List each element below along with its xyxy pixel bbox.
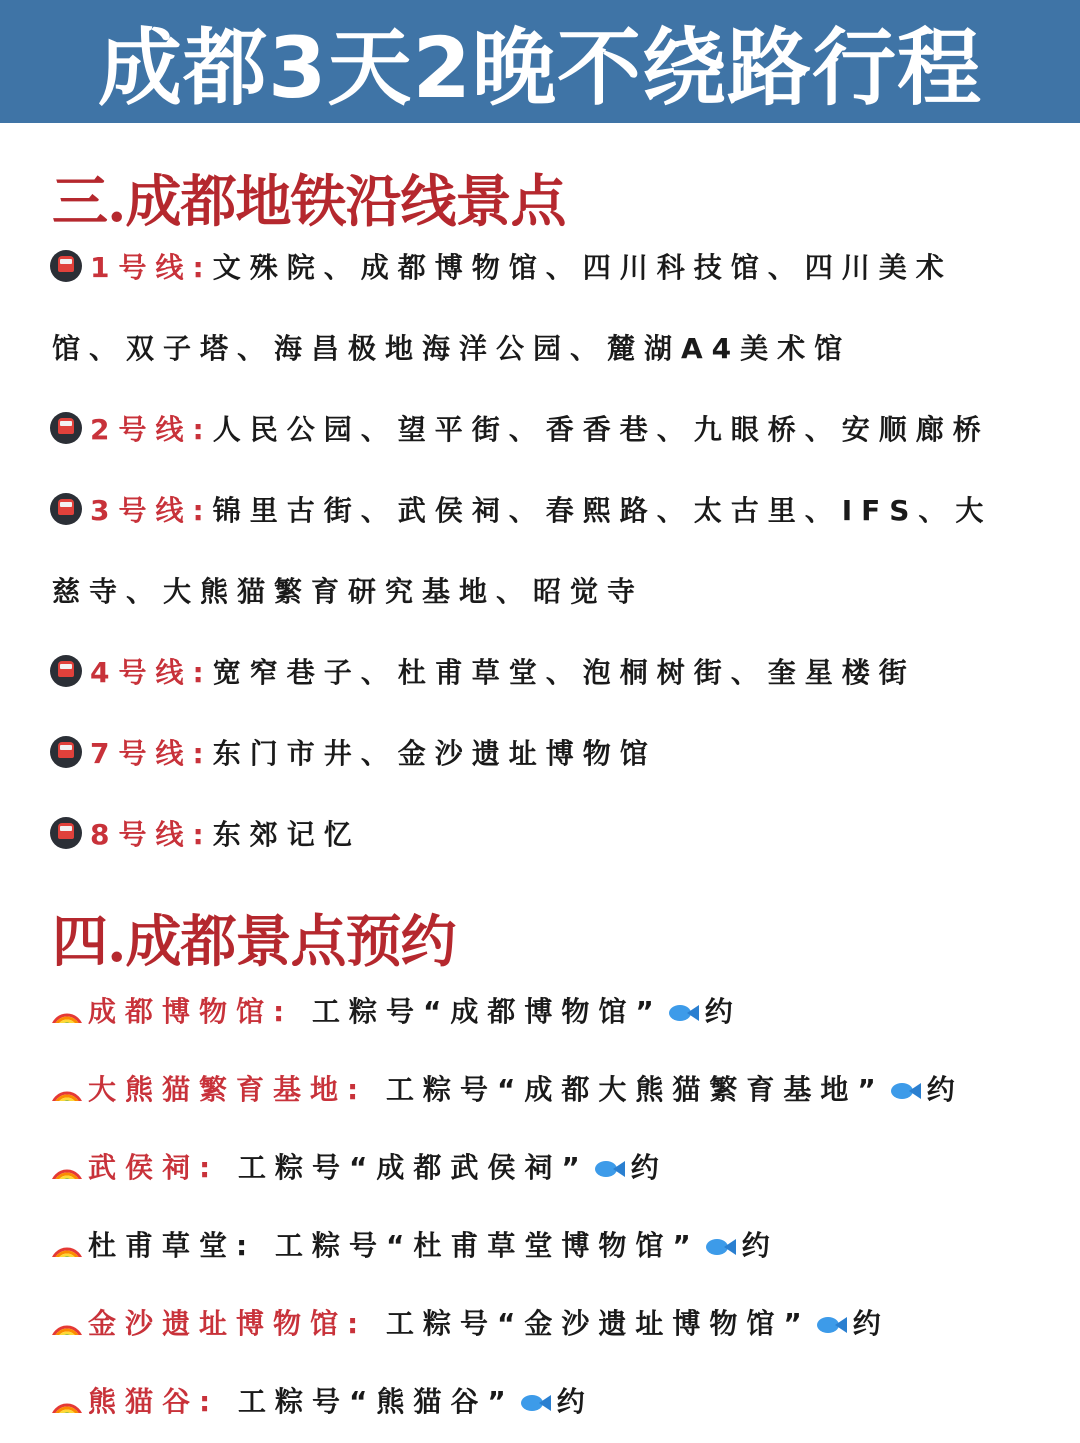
line-stops: 锦里古街、武侯祠、春熙路、太古里、IFS、大 <box>212 494 993 527</box>
metro-line-2 <box>50 410 1060 450</box>
item-tail: 约 <box>926 1073 964 1106</box>
item-tail: 约 <box>852 1307 890 1340</box>
fish-icon <box>889 1080 923 1102</box>
line-key: 3号线: <box>90 494 213 527</box>
metro-line-8 <box>50 815 1060 855</box>
line-key: 4号线: <box>90 656 213 689</box>
item-key: 武侯祠: <box>88 1151 220 1184</box>
line-key: 7号线: <box>90 737 213 770</box>
booking-item <box>50 992 1060 1032</box>
item-text: 工粽号“金沙遗址博物馆” <box>385 1307 811 1340</box>
booking-item <box>50 1070 1060 1110</box>
line-stops: 东郊记忆 <box>212 818 361 851</box>
booking-item <box>50 1382 1060 1422</box>
item-tail: 约 <box>630 1151 668 1184</box>
booking-item <box>50 1226 1060 1266</box>
line-stops: 人民公园、望平街、香香巷、九眼桥、安顺廊桥 <box>212 413 990 446</box>
fish-icon <box>704 1236 738 1258</box>
metro-icon <box>50 817 82 849</box>
fish-icon <box>519 1392 553 1414</box>
fish-icon <box>593 1158 627 1180</box>
title-banner <box>0 0 1080 123</box>
item-tail: 约 <box>704 995 742 1028</box>
item-text: 工粽号“成都武侯祠” <box>237 1151 589 1184</box>
metro-line-4 <box>50 653 1060 693</box>
item-text: 工粽号“杜甫草堂博物馆” <box>274 1229 700 1262</box>
booking-item <box>50 1148 1060 1188</box>
rainbow-icon <box>50 1235 84 1257</box>
section-title-booking: 四.成都景点预约 <box>52 909 456 975</box>
metro-line-3 <box>50 491 1060 531</box>
item-text: 工粽号“熊猫谷” <box>237 1385 515 1418</box>
line-stops: 东门市井、金沙遗址博物馆 <box>212 737 657 770</box>
item-key: 金沙遗址博物馆: <box>88 1307 368 1340</box>
rainbow-icon <box>50 1391 84 1413</box>
page-title: 成都3天2晚不绕路行程 <box>98 19 982 117</box>
line-key: 2号线: <box>90 413 213 446</box>
metro-icon <box>50 736 82 768</box>
section-title-metro: 三.成都地铁沿线景点 <box>52 169 566 235</box>
item-key: 杜甫草堂: <box>88 1229 257 1262</box>
metro-line-1-cont: 馆、双子塔、海昌极地海洋公园、麓湖A4美术馆 <box>52 332 852 365</box>
booking-item <box>50 1304 1060 1344</box>
fish-icon <box>667 1002 701 1024</box>
line-key: 8号线: <box>90 818 213 851</box>
rainbow-icon <box>50 1001 84 1023</box>
line-stops: 文殊院、成都博物馆、四川科技馆、四川美术 <box>212 251 953 284</box>
metro-icon <box>50 655 82 687</box>
metro-icon <box>50 250 82 282</box>
rainbow-icon <box>50 1157 84 1179</box>
metro-line-3-cont: 慈寺、大熊猫繁育研究基地、昭觉寺 <box>52 575 645 608</box>
metro-line-7 <box>50 734 1060 774</box>
rainbow-icon <box>50 1313 84 1335</box>
line-key: 1号线: <box>90 251 213 284</box>
item-tail: 约 <box>741 1229 779 1262</box>
line-stops: 宽窄巷子、杜甫草堂、泡桐树街、奎星楼街 <box>212 656 916 689</box>
item-key: 熊猫谷: <box>88 1385 220 1418</box>
rainbow-icon <box>50 1079 84 1101</box>
item-text: 工粽号“成都博物馆” <box>311 995 663 1028</box>
item-tail: 约 <box>556 1385 594 1418</box>
metro-line-1 <box>50 248 1060 288</box>
item-key: 大熊猫繁育基地: <box>88 1073 368 1106</box>
metro-icon <box>50 412 82 444</box>
item-text: 工粽号“成都大熊猫繁育基地” <box>385 1073 885 1106</box>
fish-icon <box>815 1314 849 1336</box>
item-key: 成都博物馆: <box>88 995 294 1028</box>
metro-icon <box>50 493 82 525</box>
